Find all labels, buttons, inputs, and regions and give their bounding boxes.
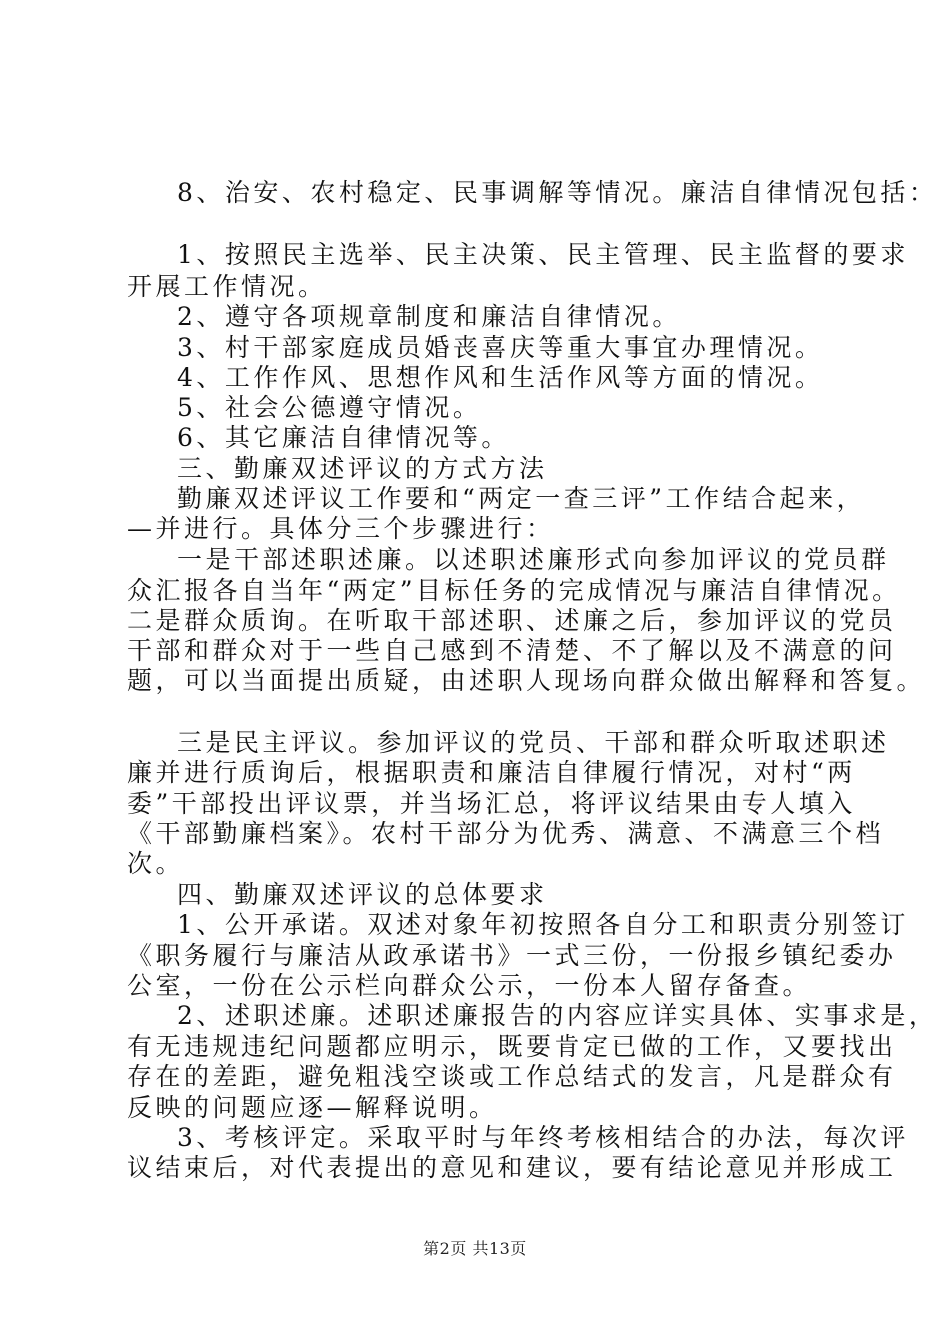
text-line: 二是群众质询。在听取干部述职、述廉之后，参加评议的党员 bbox=[127, 606, 897, 635]
text-line: 反映的问题应逐—解释说明。 bbox=[127, 1093, 498, 1122]
text-line: 干部和群众对于一些自己感到不清楚、不了解以及不满意的问 bbox=[127, 636, 897, 665]
text-line: 6、其它廉洁自律情况等。 bbox=[177, 423, 510, 452]
text-line: 4、工作作风、思想作风和生活作风等方面的情况。 bbox=[177, 363, 824, 392]
text-line: 三是民主评议。参加评议的党员、干部和群众听取述职述 bbox=[177, 728, 890, 757]
text-line: —并进行。具体分三个步骤进行： bbox=[127, 514, 555, 543]
section-heading: 三、勤廉双述评议的方式方法 bbox=[177, 454, 548, 483]
text-line: 开展工作情况。 bbox=[127, 272, 327, 301]
text-line: 题，可以当面提出质疑，由述职人现场向群众做出解释和答复。 bbox=[127, 666, 926, 695]
text-line: 8、治安、农村稳定、民事调解等情况。廉洁自律情况包括： bbox=[177, 178, 938, 207]
text-line: 3、考核评定。采取平时与年终考核相结合的办法，每次评 bbox=[177, 1123, 909, 1152]
text-line: 勤廉双述评议工作要和“两定一查三评”工作结合起来， bbox=[177, 484, 866, 513]
text-line: 一是干部述职述廉。以述职述廉形式向参加评议的党员群 bbox=[177, 545, 890, 574]
text-line: 廉并进行质询后，根据职责和廉洁自律履行情况，对村“两 bbox=[127, 758, 856, 787]
text-line: 5、社会公德遵守情况。 bbox=[177, 393, 482, 422]
text-line: 有无违规违纪问题都应明示，既要肯定已做的工作，又要找出 bbox=[127, 1032, 897, 1061]
text-line: 3、村干部家庭成员婚丧喜庆等重大事宜办理情况。 bbox=[177, 333, 824, 362]
text-line: 《职务履行与廉洁从政承诺书》一式三份，一份报乡镇纪委办 bbox=[127, 941, 897, 970]
text-line: 1、公开承诺。双述对象年初按照各自分工和职责分别签订 bbox=[177, 910, 909, 939]
section-heading: 四、勤廉双述评议的总体要求 bbox=[177, 880, 548, 909]
text-line: 存在的差距，避免粗浅空谈或工作总结式的发言，凡是群众有 bbox=[127, 1062, 897, 1091]
text-line: 公室，一份在公示栏向群众公示，一份本人留存备查。 bbox=[127, 971, 812, 1000]
text-line: 2、遵守各项规章制度和廉洁自律情况。 bbox=[177, 302, 681, 331]
text-line: 《干部勤廉档案》。农村干部分为优秀、满意、不满意三个档 bbox=[127, 819, 885, 848]
page-number-footer: 第2页 共13页 bbox=[423, 1239, 527, 1258]
text-line: 委”干部投出评议票，并当场汇总，将评议结果由专人填入 bbox=[127, 789, 856, 818]
text-line: 1、按照民主选举、民主决策、民主管理、民主监督的要求 bbox=[177, 240, 909, 269]
text-line: 次。 bbox=[127, 849, 185, 878]
text-line: 2、述职述廉。述职述廉报告的内容应详实具体、实事求是， bbox=[177, 1001, 938, 1030]
text-line: 众汇报各自当年“两定”目标任务的完成情况与廉洁自律情况。 bbox=[127, 576, 901, 605]
text-line: 议结束后，对代表提出的意见和建议，要有结论意见并形成工 bbox=[127, 1153, 897, 1182]
